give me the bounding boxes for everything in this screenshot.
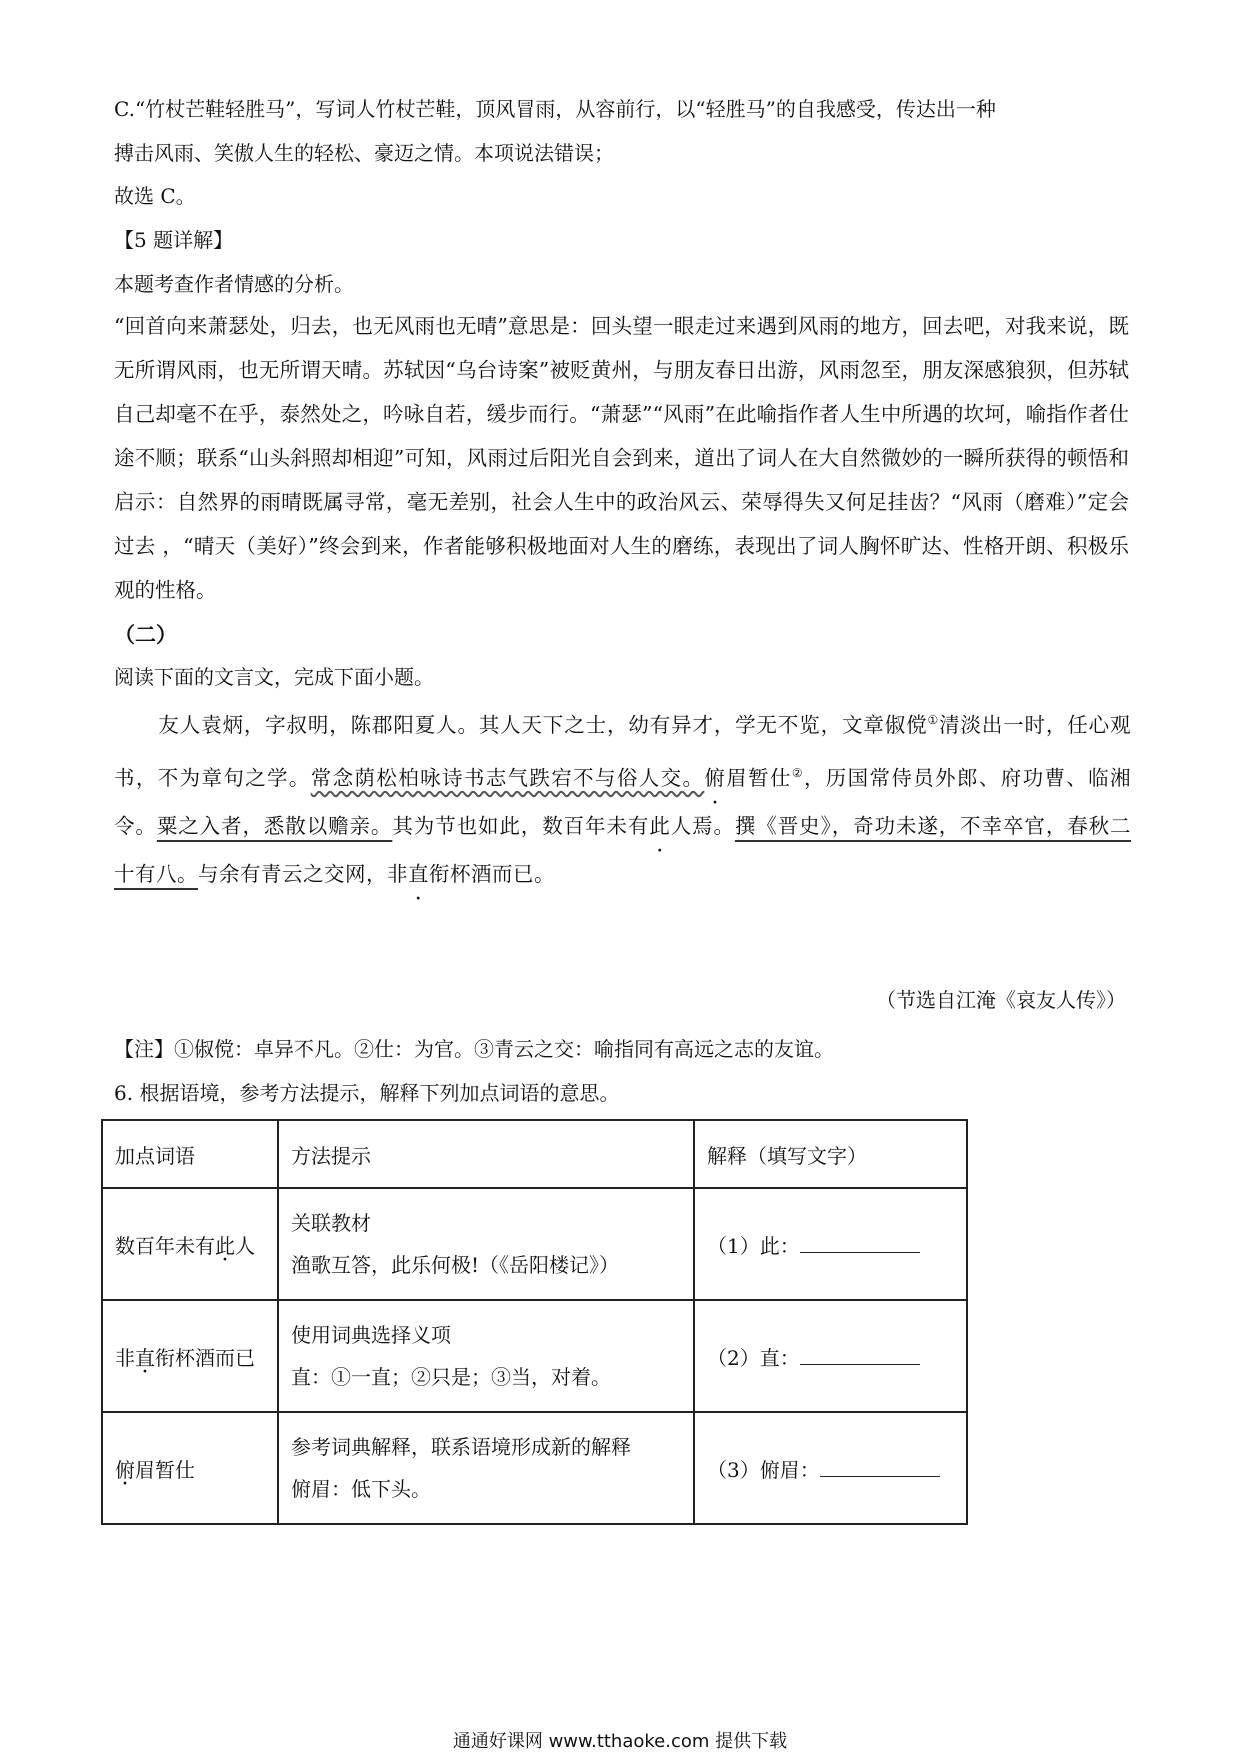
- word-cell: 数百年未有此人: [102, 1188, 278, 1300]
- section-title: （二）: [114, 622, 177, 647]
- answer-choice: 故选 C。: [114, 184, 196, 208]
- q6-table: [101, 1119, 968, 1525]
- hint-cell: 关联教材 渔歌互答，此乐何极!（《岳阳楼记》）: [278, 1188, 694, 1300]
- section-instruction: 阅读下面的文言文，完成下面小题。: [114, 665, 434, 689]
- classical-passage: 友人袁炳，字叔明，陈郡阳夏人。其人天下之士，幼有异才，学无不览，文章俶傥①清淡出一时，任心观书，不为章句之学。常念荫松柏咏诗书志气跌宕不与俗人交。俯眉暂仕②，历国常侍员外郎、府功曹、临湘令。粟之入者，悉散以赡亲。其为节也如此，数百年未有此人焉。撰《晋史》，奇功未遂，不幸卒官，春秋二十有八。与余有青云之交网，非直衔杯酒而已。: [114, 712, 1132, 886]
- word-cell: 非直衔杯酒而已: [102, 1300, 278, 1412]
- answer-cell[interactable]: （3）俯眉：: [694, 1412, 967, 1524]
- passage-source: （节选自江淹《哀友人传》）: [876, 988, 1126, 1012]
- header-hint: 方法提示: [278, 1120, 694, 1188]
- answer-cell[interactable]: （1）此：: [694, 1188, 967, 1300]
- word-cell: 俯眉暂仕: [102, 1412, 278, 1524]
- dotted-char-ci: 此: [649, 813, 671, 838]
- q5-intro: 本题考查作者情感的分析。: [114, 272, 354, 296]
- page-footer: 通通好课网 www.tthaoke.com 提供下载: [452, 1731, 788, 1752]
- hint-cell: 使用词典选择义项 直：①一直；②只是；③当，对着。: [278, 1300, 694, 1412]
- notes: 【注】①俶傥：卓异不凡。②仕：为官。③青云之交：喻指同有高远之志的友谊。: [114, 1037, 834, 1061]
- dotted-char-fu: 俯: [704, 765, 727, 790]
- hint-cell: 参考词典解释，联系语境形成新的解释 俯眉：低下头。: [278, 1412, 694, 1524]
- wavy-underlined-sentence: 常念荫松柏咏诗书志气跌宕不与俗人交。: [310, 765, 705, 790]
- answer-cell[interactable]: （2）直：: [694, 1300, 967, 1412]
- table-row: [102, 1300, 967, 1412]
- answer-blank[interactable]: [800, 1344, 920, 1365]
- q5-heading: 【5 题详解】: [114, 228, 234, 252]
- table-header-row: [102, 1120, 967, 1188]
- q6-prompt: 6. 根据语境，参考方法提示，解释下列加点词语的意思。: [114, 1081, 620, 1105]
- header-answer: 解释（填写文字）: [694, 1120, 967, 1188]
- answer-blank[interactable]: [800, 1232, 920, 1253]
- answer-blank[interactable]: [820, 1456, 940, 1477]
- dotted-char-zhi: 直: [408, 861, 429, 886]
- table-row: [102, 1412, 967, 1524]
- table-row: [102, 1188, 967, 1300]
- underlined-sentence-1: 粟之入者，悉散以赡亲。: [156, 813, 393, 838]
- underlined-sentence-2: 撰《晋史》，奇功未遂，不幸卒官，春秋二十有八。: [114, 813, 1132, 886]
- header-word: 加点词语: [102, 1120, 278, 1188]
- q5-explanation: “回首向来萧瑟处，归去，也无风雨也无晴”意思是：回头望一眼走过来遇到风雨的地方，回去吧，对我来说，既无所谓风雨，也无所谓天晴。苏轼因“乌台诗案”被贬黄州，与朋友春日出游，风雨忽至，朋友深感狼狈，但苏轼自己却毫不在乎，泰然处之，吟咏自若，缓步而行。“萧瑟”“风雨”在此喻指作者人生中所遇的坎坷，喻指作者仕途不顺；联系“山头斜照却相迎”可知，风雨过后阳光自会到来，道出了词人在大自然微妙的一瞬所获得的顿悟和启示：自然界的雨晴既属寻常，毫无差别，社会人生中的政治风云、荣辱得失又何足挂齿？“风雨（磨难）”定会过去 ，“晴天（美好）”终会到来，作者能够积极地面对人生的磨练，表现出了词人胸怀旷达、性格开朗、积极乐观的性格。: [114, 314, 1129, 602]
- answer-c-line1: C.“竹杖芒鞋轻胜马”，写词人竹杖芒鞋，顶风冒雨，从容前行，以“轻胜马”的自我感受，传达出一种: [114, 97, 996, 121]
- answer-c-line2: 搏击风雨、笑傲人生的轻松、豪迈之情。本项说法错误；: [114, 141, 614, 165]
